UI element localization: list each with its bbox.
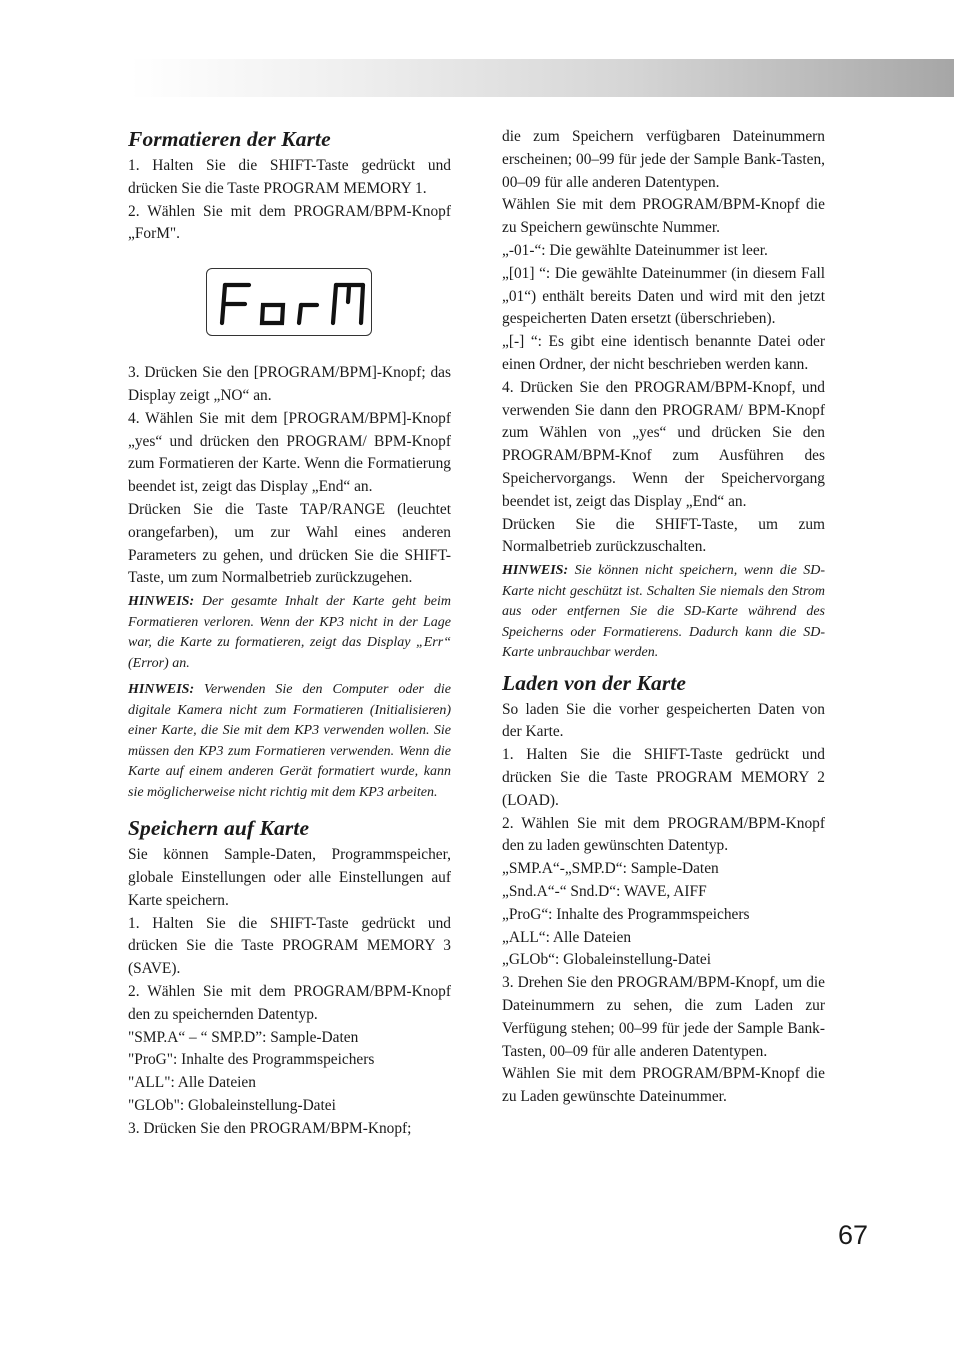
note-text: Verwenden Sie den Computer oder die digitale Kamera nicht zum Formatieren (Initialisieren) einer Karte, die Sie mit dem KP3 verwenden wollen. Sie müssen den KP3 zum Formatieren verwenden. Wenn die Karte auf einem anderen Gerät formatiert wurde, kann sie möglicherweise nicht richtig mit dem KP3 arbeiten.	[128, 682, 451, 800]
save-line: 1. Halten Sie die SHIFT-Taste gedrückt und drücken Sie die Taste PROGRAM MEMORY 3 (SAVE).	[128, 914, 451, 978]
section-title-save: Speichern auf Karte	[128, 816, 310, 841]
format-step-5: Drücken Sie die Taste TAP/RANGE (leuchtet orangefarben), um zur Wahl eines anderen Parameters zu gehen, und drücken Sie die SHIFT-Taste, um zum Normalbetrieb zurückzugehen.	[128, 500, 451, 587]
right-column	[502, 126, 825, 1109]
lcd-segment-text	[213, 277, 367, 327]
left-column	[128, 126, 451, 1141]
save-line: 3. Drücken Sie den PROGRAM/BPM-Knopf;	[128, 1119, 412, 1137]
section-title-load: Laden von der Karte	[502, 670, 687, 695]
load-line: „GLOb“: Globaleinstellung-Datei	[502, 951, 711, 969]
load-line: „SMP.A“-„SMP.D“: Sample-Daten	[502, 860, 719, 878]
load-line: Wählen Sie mit dem PROGRAM/BPM-Knopf die zu Laden gewünschte Dateinummer.	[502, 1065, 825, 1106]
save-line: „[01] “: Die gewählte Dateinummer (in diesem Fall „01“) enthält bereits Daten und wird mit den jetzt gespeicherten Daten ersetzt (überschrieben).	[502, 264, 825, 328]
note-label: HINWEIS:	[128, 682, 195, 698]
note-label: HINWEIS:	[502, 563, 569, 579]
note-label: HINWEIS:	[128, 594, 195, 610]
format-note-1	[128, 592, 451, 674]
load-line: 1. Halten Sie die SHIFT-Taste gedrückt und drücken Sie die Taste PROGRAM MEMORY 2 (LOAD).	[502, 746, 825, 809]
format-step-4: 4. Wählen Sie mit dem [PROGRAM/BPM]-Knopf „yes“ und drücken den PROGRAM/ BPM-Knopf zum Formatieren der Karte. Wenn die Formatierung beendet ist, zeigt das Display „End“ an.	[128, 409, 451, 496]
load-line: „ALL“: Alle Dateien	[502, 928, 632, 946]
load-line: 2. Wählen Sie mit dem PROGRAM/BPM-Knopf den zu laden gewünschten Datentyp.	[502, 814, 825, 855]
page-number: 67	[838, 1220, 869, 1250]
save-line: "GLOb": Globaleinstellung-Datei	[128, 1096, 336, 1114]
format-step-1: 1. Halten Sie die SHIFT-Taste gedrückt und drücken Sie die Taste PROGRAM MEMORY 1.	[128, 157, 451, 197]
save-line: „-01-“: Die gewählte Dateinummer ist leer.	[502, 241, 768, 259]
save-line: 2. Wählen Sie mit dem PROGRAM/BPM-Knopf den zu speichernden Datentyp.	[128, 982, 451, 1023]
load-line: „ProG“: Inhalte des Programmspeichers	[502, 905, 750, 923]
save-line: die zum Speichern verfügbaren Dateinummern erscheinen; 00–99 für jede der Sample Bank-Tasten, 00–09 für alle anderen Datentypen.	[502, 128, 825, 191]
format-note-2	[128, 680, 451, 803]
load-line: 3. Drehen Sie den PROGRAM/BPM-Knopf, um die Dateinummern zu sehen, die zum Laden zur Verfügung stehen; 00–99 für jede der Sample Bank-Tasten, 00–09 für alle anderen Datentypen.	[502, 974, 825, 1060]
section-title-format: Formatieren der Karte	[128, 127, 331, 151]
save-line: Sie können Sample-Daten, Programmspeicher, globale Einstellungen oder alle Einstellungen auf Karte speichern.	[128, 846, 451, 909]
lcd-display	[206, 268, 372, 336]
format-step-2: 2. Wählen Sie mit dem PROGRAM/BPM-Knopf „ForM".	[128, 202, 451, 243]
save-line: 4. Drücken Sie den PROGRAM/BPM-Knopf, und verwenden Sie dann den PROGRAM/ BPM-Knopf zum Wählen von „yes“ und drücken Sie den PROGRAM/BPM-Knof zum Ausführen des Speichervorgangs. Wenn der Speichervorgang beendet ist, zeigt das Display „End“ an.	[502, 378, 825, 510]
note-text: Sie können nicht speichern, wenn die SD-Karte nicht geschützt ist. Schalten Sie niemals den Strom aus oder entfernen Sie die SD-Karte während des Speicherns oder Formatierens. Dadurch kann die SD-Karte unbrauchbar werden.	[502, 563, 825, 661]
lcd-display-figure	[206, 268, 451, 336]
note-text: Der gesamte Inhalt der Karte geht beim Formatieren verloren. Wenn der KP3 nicht in der Lage war, die Karte zu formatieren, zeigt das Display „Err“ (Error) an.	[128, 594, 451, 671]
save-line: "ProG": Inhalte des Programmspeichers	[128, 1051, 375, 1069]
header-gradient-band	[130, 59, 954, 97]
save-line: Wählen Sie mit dem PROGRAM/BPM-Knopf die zu Speichern gewünschte Nummer.	[502, 196, 825, 237]
save-line: „[-] “: Es gibt eine identisch benannte Datei oder einen Ordner, der nicht beschrieben werden kann.	[502, 333, 825, 373]
save-note	[502, 561, 825, 664]
save-line: "SMP.A“ – “ SMP.D”: Sample-Daten	[128, 1028, 359, 1046]
save-line: Drücken Sie die SHIFT-Taste, um zum Normalbetrieb zurückzuschalten.	[502, 515, 825, 556]
load-line: „Snd.A“-“ Snd.D“: WAVE, AIFF	[502, 883, 707, 901]
format-step-3: 3. Drücken Sie den [PROGRAM/BPM]-Knopf; das Display zeigt „NO“ an.	[128, 364, 451, 404]
save-line: "ALL": Alle Dateien	[128, 1074, 256, 1092]
load-line: So laden Sie die vorher gespeicherten Daten von der Karte.	[502, 700, 825, 741]
